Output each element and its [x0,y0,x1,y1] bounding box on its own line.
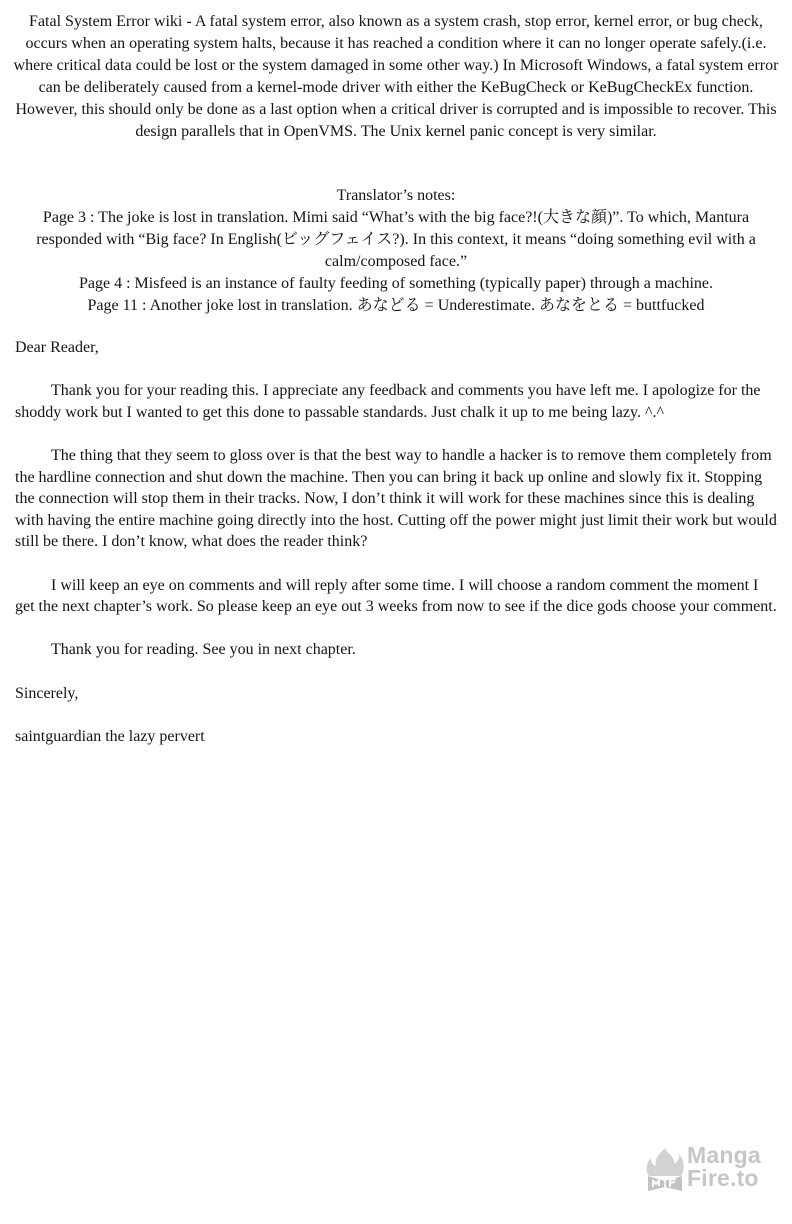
wiki-excerpt-text: A fatal system error, also known as a system crash, stop error, kernel error, or bug check, occurs when an operating system halts, because it has reached a condition where it can no longer operate safely.(i.e. where critical data could be lost or the system damaged in some other way.) In Microsoft Windows, a fatal system error can be deliberately caused from a kernel-mode driver with either the KeBugCheck or KeBugCheckEx function. However, this should only be done as a last option when a critical driver is corrupted and is impossible to recover. This design parallels that in OpenVMS. The Unix kernel panic concept is very similar. [13,13,779,140]
letter-paragraph: I will keep an eye on comments and will reply after some time. I will choose a random comment the moment I get the next chapter’s work. So please keep an eye out 3 weeks from now to see if the dice gods choose your comment. [15,576,777,616]
watermark-line-1: Manga [687,1142,761,1168]
watermark-text [687,1144,761,1190]
watermark-line-2: Fire.to [687,1165,759,1191]
reader-letter [15,337,780,769]
letter-paragraph: Thank you for reading. See you in next chapter. [51,641,356,659]
wiki-excerpt-paragraph [10,11,782,143]
translator-notes [10,185,782,317]
letter-signature: saintguardian the lazy pervert [15,727,205,745]
letter-paragraph: Thank you for your reading this. I appreciate any feedback and comments you have left me. I apologize for the shoddy work but I wanted to get this done to passable standards. Just chalk it up to me being lazy. ^.^ [15,382,761,421]
wiki-excerpt-title: Fatal System Error wiki - [29,13,195,30]
mangafire-watermark [644,1142,769,1194]
manga-fire-logo-icon [644,1146,686,1192]
translator-note-page-3: Page 3 : The joke is lost in translation. Mimi said “What’s with the big face?!(大きな顔)”. To which, Mantura responded with “Big face? In English(ビッグフェイス?). In this context, it means “doing something evil with a calm/composed face.” [36,209,756,270]
letter-greeting: Dear Reader, [15,339,99,356]
translator-notes-heading: Translator’s notes: [336,187,456,204]
letter-paragraph: The thing that they seem to gloss over is that the best way to handle a hacker is to remove them completely from the hardline connection and shut down the machine. Then you can bring it back up online and slowly fix it. Stopping the connection will stop them in their tracks. Now, I don’t think it will work for these machines since this is dealing with having the entire machine going directly into the host. Cutting off the power might just limit their work but would still be there. I don’t know, what does the reader think? [15,446,777,551]
wiki-excerpt [10,11,782,143]
letter-closing: Sincerely, [15,684,79,702]
translator-note-page-11: Page 11 : Another joke lost in translation. あなどる = Underestimate. あなをとる = buttfucked [87,297,705,314]
translator-note-page-4: Page 4 : Misfeed is an instance of faulty feeding of something (typically paper) through a machine. [78,275,714,292]
